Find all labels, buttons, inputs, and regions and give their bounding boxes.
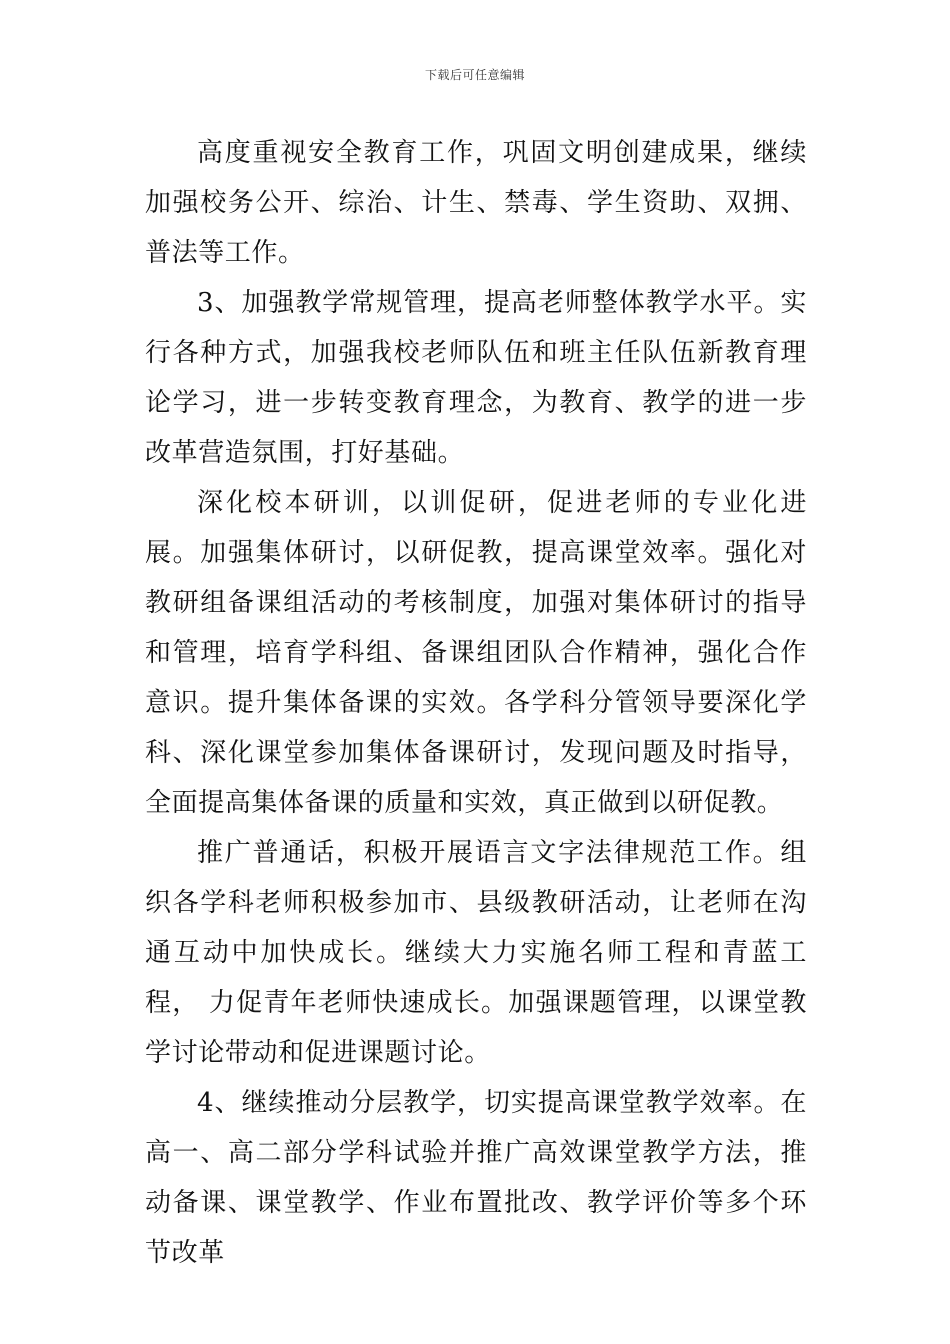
document-body bbox=[145, 128, 807, 1278]
paragraph-safety-education: 高度重视安全教育工作，巩固文明创建成果，继续加强校务公开、综治、计生、禁毒、学生资助、双拥、普法等工作。 bbox=[145, 138, 807, 268]
paragraph-mandarin-promotion: 推广普通话，积极开展语言文字法律规范工作。组织各学科老师积极参加市、县级教研活动，让老师在沟通互动中加快成长。继续大力实施名师工程和青蓝工程， 力促青年老师快速成长。加强课题管理，以课堂教学讨论带动和促进课题讨论。 bbox=[145, 838, 807, 1068]
paragraph-teaching-management: 3、加强教学常规管理，提高老师整体教学水平。实行各种方式，加强我校老师队伍和班主任队伍新教育理论学习，进一步转变教育理念，为教育、教学的进一步改革营造氛围，打好基础。 bbox=[145, 288, 807, 468]
paragraph-school-research: 深化校本研训，以训促研，促进老师的专业化进展。加强集体研讨，以研促教，提高课堂效率。强化对教研组备课组活动的考核制度，加强对集体研讨的指导和管理，培育学科组、备课组团队合作精神，强化合作意识。提升集体备课的实效。各学科分管领导要深化学科、深化课堂参加集体备课研讨，发现问题及时指导，全面提高集体备课的质量和实效，真正做到以研促教。 bbox=[145, 488, 807, 818]
paragraph-layered-teaching: 4、继续推动分层教学，切实提高课堂教学效率。在高一、高二部分学科试验并推广高效课堂教学方法，推动备课、课堂教学、作业布置批改、教学评价等多个环节改革 bbox=[145, 1088, 807, 1268]
page-header: 下载后可任意编辑 bbox=[424, 68, 525, 82]
